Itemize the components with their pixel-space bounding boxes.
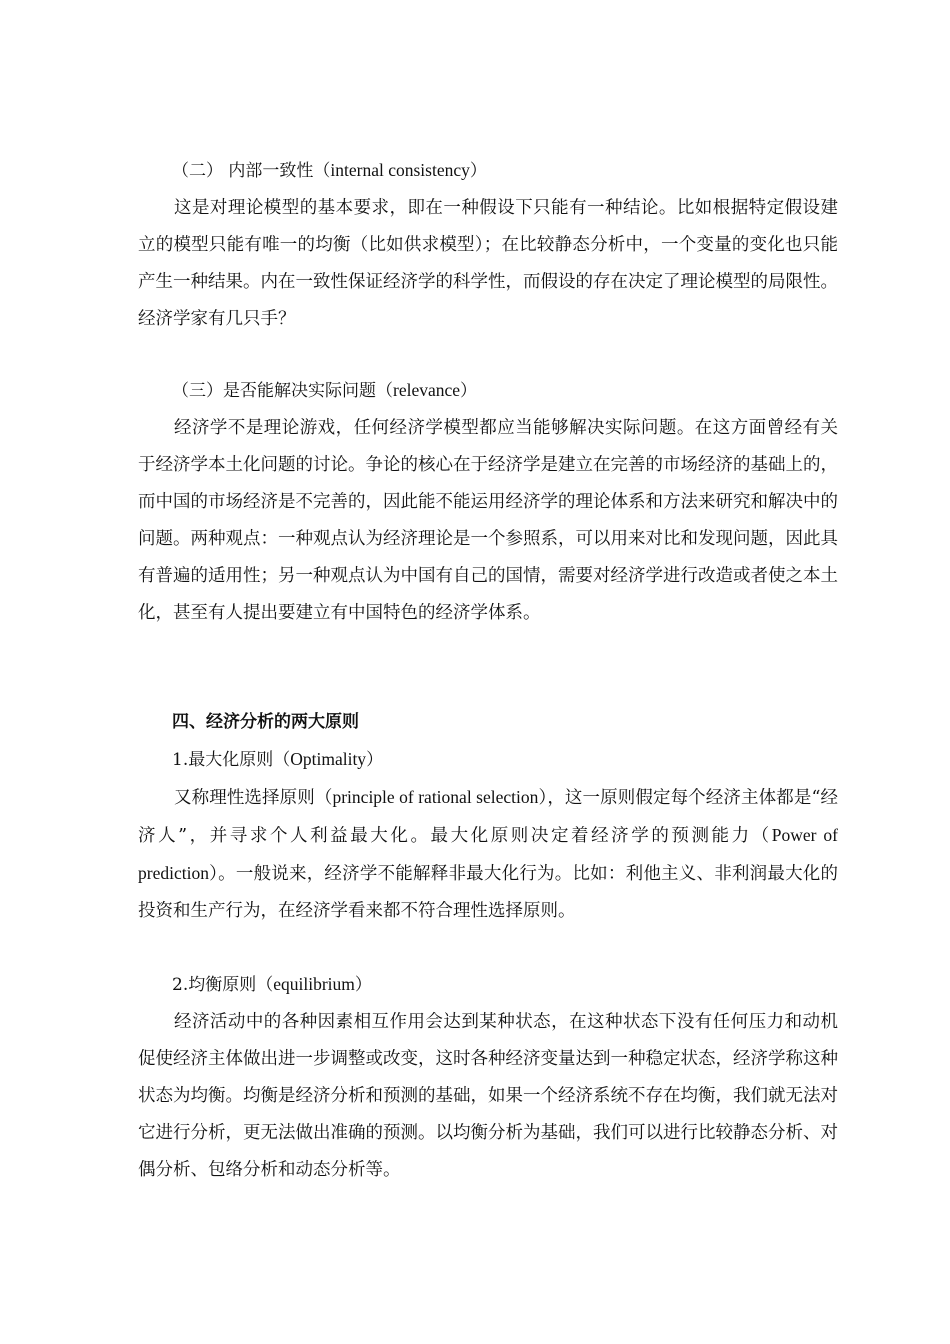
paragraph-text: 又称理性选择原则（ xyxy=(174,788,333,808)
heading-close: ） xyxy=(366,750,384,770)
paragraph: 经济学不是理论游戏，任何经济学模型都应当能够解决实际问题。在这方面曾经有关于经济学本土化问题的讨论。争论的核心在于经济学是建立在完善的市场经济的基础上的，而中国的市场经济是不完善的，因此能不能运用经济学的理论体系和方法来研究和解决中的问题。两种观点：一种观点认为经济理论是一个参照系，可以用来对比和发现问题，因此具有普遍的适用性；另一种观点认为中国有自己的国情，需要对经济学进行改造或者使之本土化，甚至有人提出要建立有中国特色的经济学体系。 xyxy=(138,418,838,623)
heading-text: （二） 内部一致性（ xyxy=(172,161,331,181)
paragraph: 经济活动中的各种因素相互作用会达到某种状态，在这种状态下没有任何压力和动机促使经济主体做出进一步调整或改变，这时各种经济变量达到一种稳定状态，经济学称这种状态为均衡。均衡是经济分析和预测的基础，如果一个经济系统不存在均衡，我们就无法对它进行分析，更无法做出准确的预测。以均衡分析为基础，我们可以进行比较静态分析、对偶分析、包络分析和动态分析等。 xyxy=(138,1012,838,1180)
heading-term: relevance xyxy=(393,380,461,400)
section-relevance xyxy=(138,372,838,632)
heading-term: internal consistency xyxy=(330,160,470,180)
heading-close: ） xyxy=(460,381,478,401)
paragraph xyxy=(138,779,838,930)
heading-close: ） xyxy=(469,161,487,181)
section-internal-consistency xyxy=(138,152,838,338)
section-heading xyxy=(138,152,838,190)
term-text: Power of prediction xyxy=(138,825,838,883)
chapter-title: 四、经济分析的两大原则 xyxy=(172,712,359,732)
heading-text: （三）是否能解决实际问题（ xyxy=(172,381,393,401)
principle-heading xyxy=(138,741,838,779)
section-heading xyxy=(138,372,838,410)
term-text: principle of rational selection xyxy=(332,787,539,807)
paragraph-text: ），这一原则假定每个经济主体都是“经济人”，并寻求个人利益最大化。最大化原则决定着经济学的预测能力（ xyxy=(138,788,838,846)
paragraph: 这是对理论模型的基本要求，即在一种假设下只能有一种结论。比如根据特定假设建立的模型只能有唯一的均衡（比如供求模型）；在比较静态分析中，一个变量的变化也只能产生一种结果。内在一致性保证经济学的科学性，而假设的存在决定了理论模型的局限性。经济学家有几只手？ xyxy=(138,198,838,329)
heading-term: Optimality xyxy=(290,749,367,769)
principle-heading xyxy=(138,966,838,1004)
section-two-principles xyxy=(138,704,838,1189)
heading-text: 1.最大化原则（ xyxy=(172,750,291,770)
heading-close: ） xyxy=(354,975,372,995)
heading-text: 2.均衡原则（ xyxy=(172,975,274,995)
paragraph-text: ）。一般说来，经济学不能解释非最大化行为。比如：利他主义、非利润最大化的投资和生产行为，在经济学看来都不符合理性选择原则。 xyxy=(138,864,838,921)
heading-term: equilibrium xyxy=(273,974,355,994)
